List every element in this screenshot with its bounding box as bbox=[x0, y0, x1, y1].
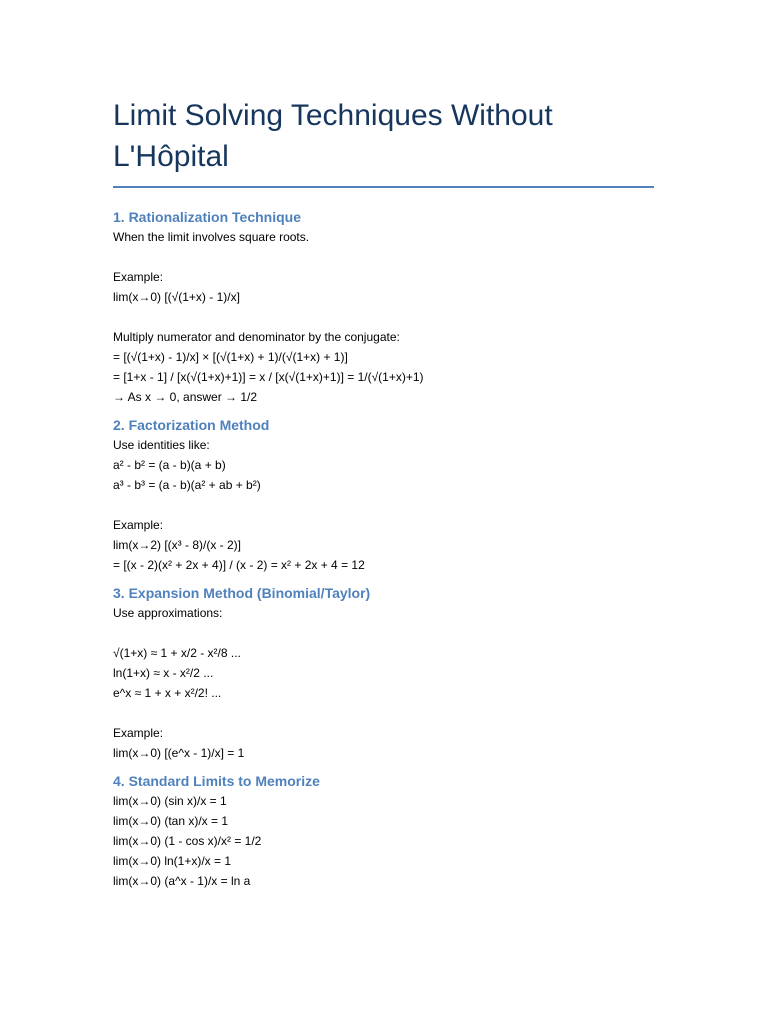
body-line: Example: bbox=[113, 726, 164, 740]
body-line: Use approximations: bbox=[113, 606, 223, 620]
section-3 bbox=[113, 583, 658, 763]
section-heading: 2. Factorization Method bbox=[113, 417, 270, 433]
body-line: When the limit involves square roots. bbox=[113, 230, 310, 244]
body-line: a³ - b³ = (a - b)(a² + ab + b²) bbox=[113, 478, 261, 492]
body-line: ln(1+x) ≈ x - x²/2 ... bbox=[113, 666, 214, 680]
body-line: = [(x - 2)(x² + 2x + 4)] / (x - 2) = x² + 2x + 4 = 12 bbox=[113, 558, 365, 572]
document-body bbox=[113, 207, 658, 891]
body-line: lim(x→0) ln(1+x)/x = 1 bbox=[113, 854, 232, 868]
body-line: lim(x→0) (sin x)/x = 1 bbox=[113, 794, 227, 808]
section-2 bbox=[113, 415, 658, 575]
body-line: lim(x→2) [(x³ - 8)/(x - 2)] bbox=[113, 538, 241, 552]
section-heading: 1. Rationalization Technique bbox=[113, 209, 301, 225]
blank-line bbox=[113, 495, 658, 515]
body-line: √(1+x) ≈ 1 + x/2 - x²/8 ... bbox=[113, 646, 241, 660]
body-line: = [(√(1+x) - 1)/x] × [(√(1+x) + 1)/(√(1+x) + 1)] bbox=[113, 350, 348, 364]
body-line: lim(x→0) [(e^x - 1)/x] = 1 bbox=[113, 746, 245, 760]
section-1 bbox=[113, 207, 658, 407]
body-line: a² - b² = (a - b)(a + b) bbox=[113, 458, 226, 472]
blank-line bbox=[113, 703, 658, 723]
body-line: = [1+x - 1] / [x(√(1+x)+1)] = x / [x(√(1+x)+1)] = 1/(√(1+x)+1) bbox=[113, 370, 424, 384]
body-line: Example: bbox=[113, 518, 164, 532]
body-line: → As x → 0, answer → 1/2 bbox=[113, 390, 258, 404]
blank-line bbox=[113, 307, 658, 327]
body-line: lim(x→0) (a^x - 1)/x = ln a bbox=[113, 874, 251, 888]
blank-line bbox=[113, 623, 658, 643]
section-heading: 4. Standard Limits to Memorize bbox=[113, 773, 320, 789]
section-heading: 3. Expansion Method (Binomial/Taylor) bbox=[113, 585, 371, 601]
section-4 bbox=[113, 771, 658, 891]
body-line: e^x ≈ 1 + x + x²/2! ... bbox=[113, 686, 222, 700]
document-title: Limit Solving Techniques Without L'Hôpital bbox=[113, 95, 654, 188]
body-line: lim(x→0) [(√(1+x) - 1)/x] bbox=[113, 290, 240, 304]
blank-line bbox=[113, 247, 658, 267]
document-page bbox=[113, 95, 658, 891]
body-line: Example: bbox=[113, 270, 164, 284]
body-line: Multiply numerator and denominator by the conjugate: bbox=[113, 330, 400, 344]
body-line: lim(x→0) (tan x)/x = 1 bbox=[113, 814, 229, 828]
body-line: lim(x→0) (1 - cos x)/x² = 1/2 bbox=[113, 834, 262, 848]
body-line: Use identities like: bbox=[113, 438, 210, 452]
